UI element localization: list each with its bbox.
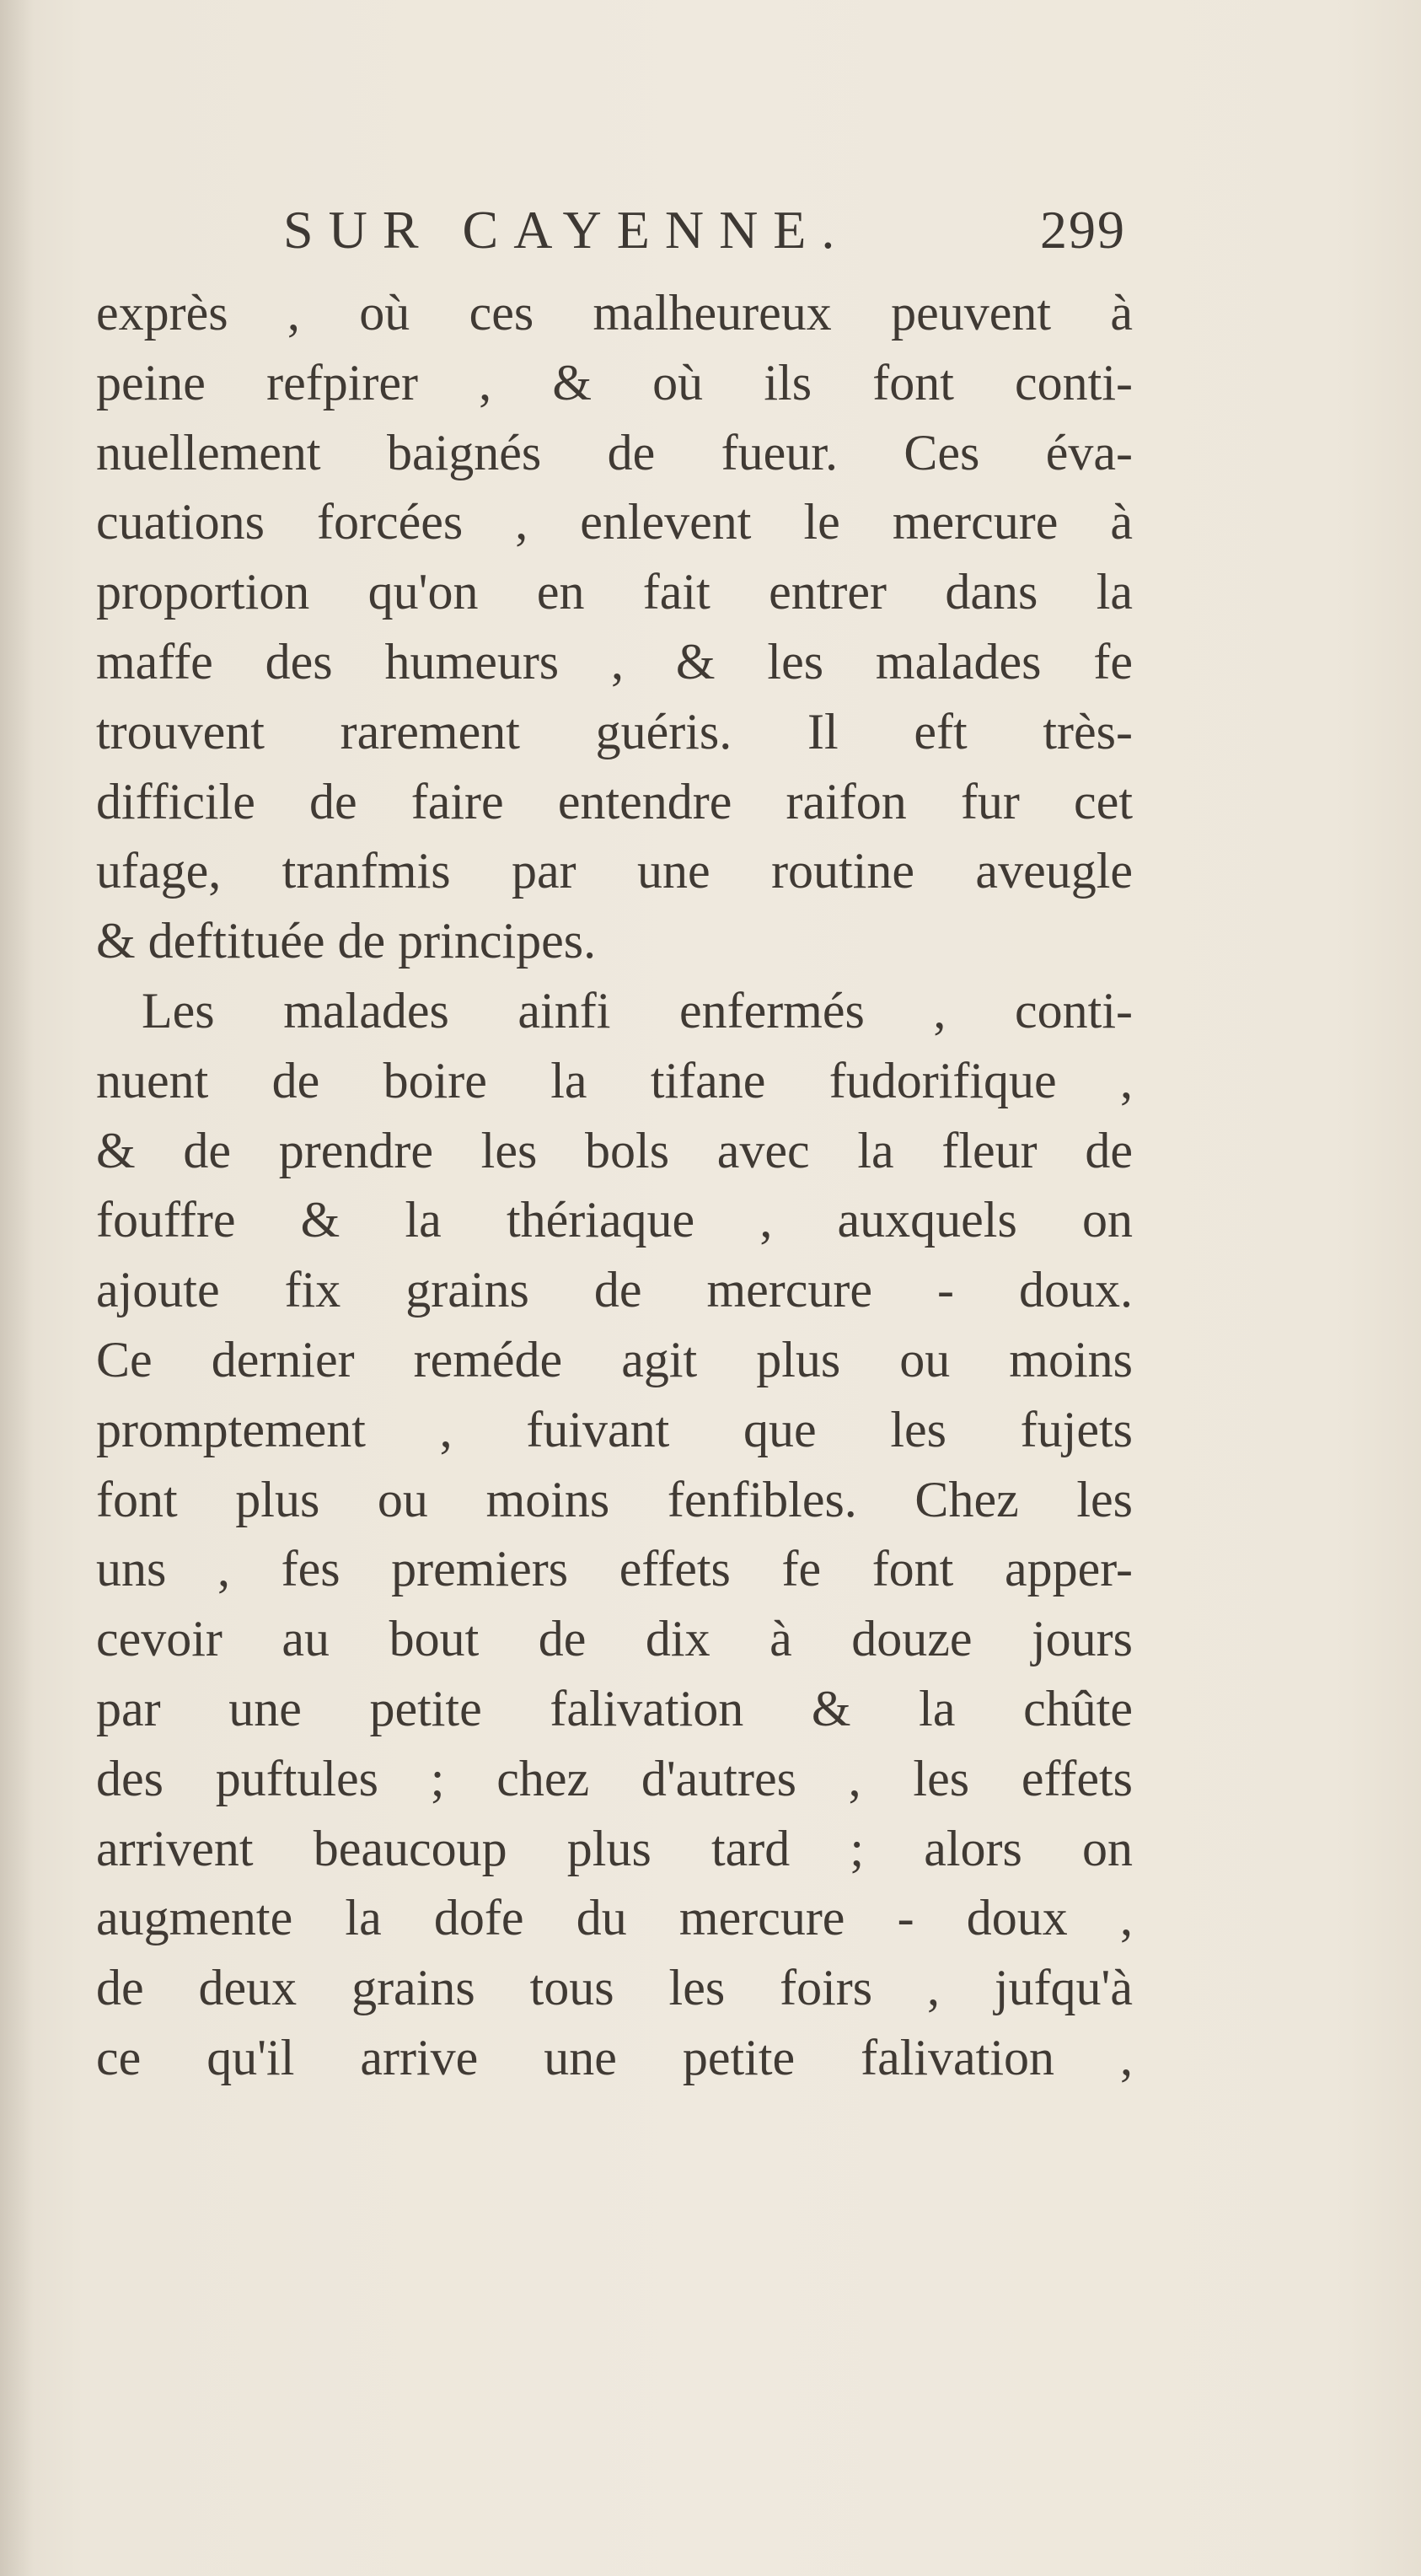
running-head-title: SUR CAYENNE. bbox=[283, 200, 850, 260]
text-line: exprès , où ces malheureux peuvent à bbox=[96, 285, 1133, 341]
text-line: nuellement baignés de fueur. Ces éva- bbox=[96, 424, 1133, 480]
text-line: trouvent rarement guéris. Il eft très- bbox=[96, 703, 1133, 759]
paragraph-first-line: Les malades ainfi enfermés , conti- bbox=[142, 982, 1133, 1038]
text-line: font plus ou moins fenfibles. Chez les bbox=[96, 1471, 1133, 1527]
text-line: nuent de boire la tifane fudorifique , bbox=[96, 1052, 1133, 1108]
text-line: promptement , fuivant que les fujets bbox=[96, 1401, 1133, 1457]
text-line: fouffre & la thériaque , auxquels on bbox=[96, 1192, 1133, 1248]
text-line: proportion qu'on en fait entrer dans la bbox=[96, 564, 1133, 620]
text-line: ufage, tranfmis par une routine aveugle bbox=[96, 843, 1133, 899]
text-line: difficile de faire entendre raifon fur cet bbox=[96, 773, 1133, 829]
text-line: des puftules ; chez d'autres , les effets bbox=[96, 1750, 1133, 1806]
text-line: augmente la dofe du mercure - doux , bbox=[96, 1890, 1133, 1946]
text-line: arrivent beaucoup plus tard ; alors on bbox=[96, 1820, 1133, 1876]
page-number: 299 bbox=[1040, 200, 1126, 260]
text-line: cuations forcées , enlevent le mercure à bbox=[96, 494, 1133, 550]
body-text bbox=[96, 278, 1133, 2093]
text-line: par une petite falivation & la chûte bbox=[96, 1680, 1133, 1736]
text-line: Ce dernier reméde agit plus ou moins bbox=[96, 1331, 1133, 1387]
gutter-shadow bbox=[0, 0, 34, 2576]
text-line: de deux grains tous les foirs , jufqu'à bbox=[96, 1960, 1133, 2016]
running-head bbox=[283, 199, 1126, 275]
text-line: cevoir au bout de dix à douze jours bbox=[96, 1611, 1133, 1667]
text-line: ce qu'il arrive une petite falivation , bbox=[96, 2029, 1133, 2085]
text-line: maffe des humeurs , & les malades fe bbox=[96, 633, 1133, 690]
text-line: & de prendre les bols avec la fleur de bbox=[96, 1122, 1133, 1178]
text-line: ajoute fix grains de mercure - doux. bbox=[96, 1262, 1133, 1318]
text-line: & deftituée de principes. bbox=[96, 913, 597, 969]
text-line: uns , fes premiers effets fe font apper- bbox=[96, 1541, 1133, 1597]
text-line: peine refpirer , & où ils font conti- bbox=[96, 354, 1133, 411]
